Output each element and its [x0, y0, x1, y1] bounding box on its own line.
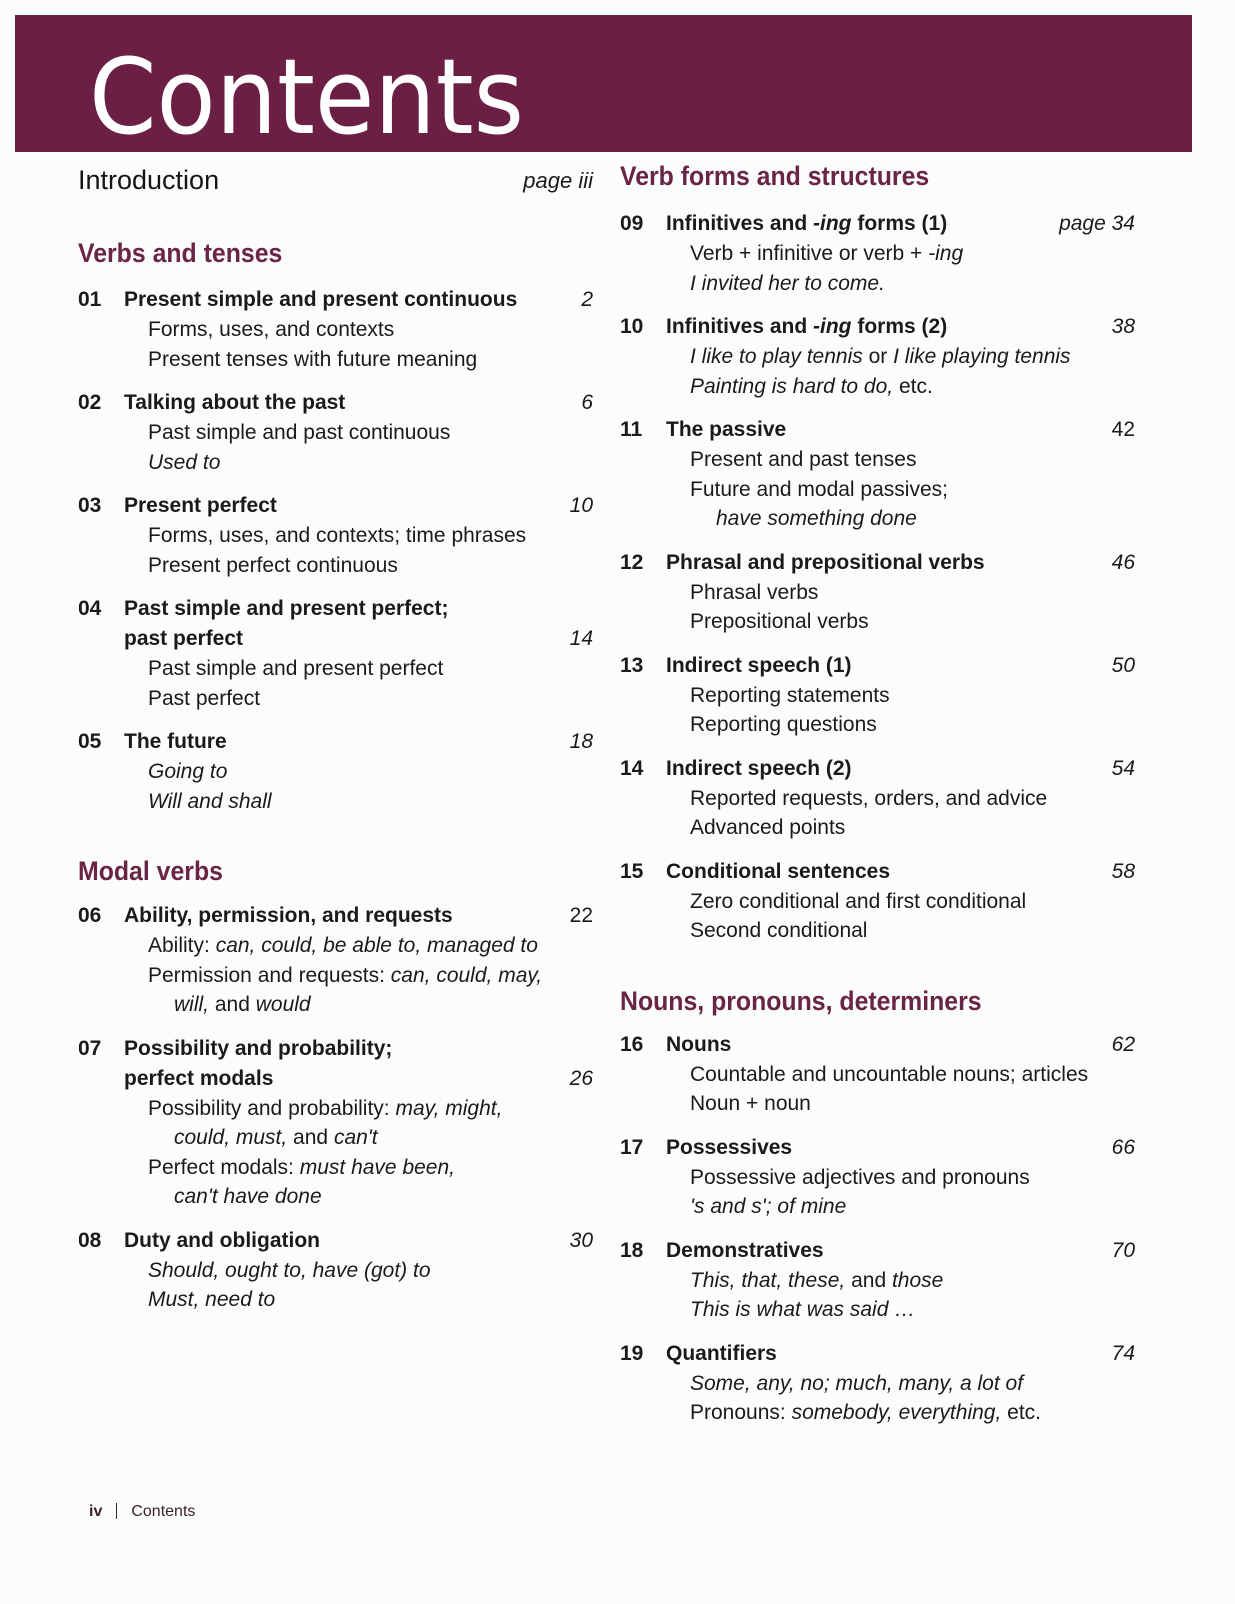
contents-banner: [15, 15, 1192, 158]
section-heading-verbs-and-tenses: Verbs and tenses: [78, 238, 283, 268]
subtopic-examples: will,: [174, 993, 209, 1016]
unit-number: 07: [78, 1036, 102, 1060]
toc-unit-08[interactable]: [78, 1226, 593, 1315]
unit-subtopic: [148, 1153, 593, 1183]
subtopic-connector: and: [209, 993, 256, 1016]
unit-title: The future: [124, 730, 227, 753]
unit-subtopic: Will and shall: [148, 789, 272, 813]
unit-number: 03: [78, 494, 102, 517]
section-heading-nouns-pronouns-determiners: Nouns, pronouns, determiners: [620, 985, 982, 1016]
subtopic-label: Possibility and probability:: [148, 1096, 396, 1120]
unit-subtopic: Should, ought to, have (got) to: [148, 1258, 431, 1282]
unit-title: Duty and obligation: [124, 1228, 320, 1252]
unit-page: 66: [1111, 1135, 1135, 1159]
unit-subtopic: Possessive adjectives and pronouns: [690, 1165, 1030, 1189]
unit-subtopic: [690, 1266, 1135, 1296]
unit-page: page 34: [1059, 212, 1135, 235]
unit-number: 05: [78, 730, 102, 753]
unit-title-line-2: perfect modals: [124, 1066, 274, 1090]
toc-unit-10[interactable]: [620, 312, 1135, 401]
unit-page: 58: [1111, 859, 1135, 883]
unit-subtopic: [690, 342, 1135, 372]
toc-unit-07[interactable]: [78, 1034, 593, 1212]
unit-subtopic: Past simple and present perfect: [148, 657, 444, 680]
unit-title: Indirect speech (1): [666, 653, 852, 677]
unit-subtopic: Some, any, no; much, many, a lot of: [690, 1371, 1024, 1395]
unit-subtopic: 's and s'; of mine: [690, 1195, 847, 1218]
unit-subtopic: Past perfect: [148, 686, 261, 710]
page-footer: [89, 1503, 195, 1521]
unit-title: Nouns: [666, 1032, 732, 1056]
unit-title-italic: -ing: [813, 212, 852, 235]
unit-subtopic: I invited her to come.: [690, 271, 885, 295]
unit-subtopic: Forms, uses, and contexts: [148, 318, 395, 341]
unit-number: 08: [78, 1228, 102, 1252]
unit-subtopic: Used to: [148, 450, 221, 474]
unit-subtopic: Reported requests, orders, and advice: [690, 786, 1048, 810]
toc-unit-05[interactable]: [78, 727, 593, 816]
toc-unit-14[interactable]: [620, 754, 1135, 843]
unit-subtopic: Advanced points: [690, 816, 846, 839]
unit-number: 18: [620, 1238, 644, 1262]
footer-page-number: iv: [89, 1503, 103, 1520]
unit-subtopic: Phrasal verbs: [690, 580, 819, 604]
unit-number: 12: [620, 550, 644, 574]
unit-page: 50: [1111, 653, 1135, 677]
subtopic-examples: -ing: [928, 242, 964, 265]
subtopic-examples: can, could, may,: [390, 963, 543, 987]
unit-number: 10: [620, 315, 644, 338]
toc-unit-12[interactable]: [620, 548, 1135, 637]
toc-unit-19[interactable]: [620, 1339, 1135, 1428]
subtopic-connector: and: [287, 1126, 334, 1149]
unit-subtopic: [148, 931, 593, 961]
subtopic-examples: Painting is hard to do,: [690, 374, 894, 398]
subtopic-examples: This, that, these,: [690, 1268, 846, 1292]
unit-number: 01: [78, 288, 102, 311]
unit-subtopic: Forms, uses, and contexts; time phrases: [148, 524, 527, 547]
toc-unit-04[interactable]: [78, 594, 593, 713]
unit-subtopic-continued: [174, 990, 593, 1020]
introduction-page: page iii: [523, 168, 593, 193]
unit-subtopic: [690, 239, 1135, 269]
subtopic-examples: would: [255, 993, 311, 1016]
unit-subtopic: [690, 1398, 1135, 1428]
unit-subtopic-continued: [174, 1123, 593, 1153]
unit-page: 70: [1111, 1238, 1135, 1262]
unit-number: 06: [78, 904, 102, 927]
unit-title-text: Infinitives and: [666, 315, 814, 338]
unit-title-text: Infinitives and: [666, 212, 814, 235]
toc-entry-introduction[interactable]: [78, 160, 593, 202]
unit-page: 38: [1111, 315, 1135, 338]
unit-title-line-2: past perfect: [124, 627, 244, 650]
toc-unit-18[interactable]: [620, 1236, 1135, 1325]
unit-subtopic: Present tenses with future meaning: [148, 347, 478, 371]
toc-unit-09[interactable]: [620, 209, 1135, 298]
unit-subtopic: Past simple and past continuous: [148, 421, 451, 444]
unit-subtopic: Reporting statements: [690, 683, 890, 707]
unit-title: Present perfect: [124, 494, 277, 517]
unit-page: 2: [581, 288, 593, 311]
subtopic-label: Verb + infinitive or verb +: [690, 242, 929, 265]
unit-title: Conditional sentences: [666, 859, 891, 883]
unit-page: 46: [1111, 550, 1135, 574]
subtopic-examples: must have been,: [299, 1155, 455, 1179]
toc-unit-01[interactable]: [78, 285, 593, 374]
unit-page: 18: [569, 730, 593, 753]
subtopic-suffix: etc.: [1001, 1401, 1041, 1424]
unit-subtopic-continued: can't have done: [174, 1185, 322, 1208]
unit-title: Quantifiers: [666, 1341, 777, 1365]
unit-page: 26: [569, 1066, 593, 1090]
footer-divider: [116, 1503, 117, 1519]
subtopic-examples: I like playing tennis: [893, 345, 1071, 368]
subtopic-examples: may, might,: [395, 1096, 503, 1120]
toc-unit-13[interactable]: [620, 651, 1135, 740]
unit-title: Indirect speech (2): [666, 756, 852, 780]
left-column: [78, 160, 593, 1315]
unit-title-italic: -ing: [813, 315, 852, 338]
toc-unit-15[interactable]: [620, 857, 1135, 946]
unit-title: Talking about the past: [124, 391, 346, 414]
unit-number: 14: [620, 756, 644, 780]
unit-subtopic: Second conditional: [690, 919, 868, 942]
unit-page: 42: [1111, 418, 1135, 441]
unit-page: 6: [581, 391, 593, 414]
unit-title: The passive: [666, 418, 787, 441]
unit-subtopic: Present and past tenses: [690, 448, 917, 471]
unit-page: 10: [569, 494, 593, 517]
unit-number: 09: [620, 212, 644, 235]
unit-title: Possessives: [666, 1135, 793, 1159]
unit-number: 15: [620, 859, 644, 883]
section-heading-modal-verbs: Modal verbs: [78, 856, 223, 886]
page-title: Contents: [89, 36, 525, 158]
subtopic-label: Permission and requests:: [148, 963, 391, 987]
unit-subtopic: [148, 1094, 593, 1124]
unit-number: 19: [620, 1341, 644, 1365]
toc-unit-17[interactable]: [620, 1133, 1135, 1222]
subtopic-examples: can't: [333, 1126, 378, 1149]
unit-number: 02: [78, 391, 102, 414]
unit-page: 22: [569, 904, 593, 927]
subtopic-examples: I like to play tennis: [690, 345, 863, 368]
subtopic-connector: and: [845, 1268, 892, 1292]
unit-subtopic: Noun + noun: [690, 1092, 811, 1115]
unit-subtopic: Present perfect continuous: [148, 553, 398, 577]
subtopic-suffix: etc.: [893, 374, 933, 398]
unit-title-text: forms (1): [851, 212, 948, 235]
unit-page: 62: [1111, 1032, 1135, 1056]
toc-unit-16[interactable]: [620, 1030, 1135, 1119]
unit-number: 11: [620, 418, 643, 441]
unit-subtopic: Future and modal passives;: [690, 477, 948, 501]
unit-subtopic: Zero conditional and first conditional: [690, 889, 1027, 913]
unit-page: 54: [1111, 756, 1135, 780]
unit-number: 16: [620, 1032, 644, 1056]
unit-title: Present simple and present continuous: [124, 288, 518, 311]
subtopic-label: Perfect modals:: [148, 1155, 300, 1179]
unit-title-text: forms (2): [851, 315, 948, 338]
toc-unit-06[interactable]: [78, 901, 593, 1020]
unit-subtopic: Prepositional verbs: [690, 610, 869, 633]
unit-subtopic-continued: have something done: [716, 507, 917, 530]
right-column: [620, 155, 1135, 1428]
unit-subtopic: This is what was said …: [690, 1298, 916, 1321]
unit-subtopic: Must, need to: [148, 1288, 276, 1311]
unit-page: 14: [569, 627, 593, 650]
subtopic-examples: could, must,: [174, 1126, 288, 1149]
introduction-label: Introduction: [78, 165, 220, 195]
unit-title: Demonstratives: [666, 1238, 824, 1262]
unit-page: 30: [569, 1228, 593, 1252]
unit-subtopic: Going to: [148, 760, 228, 783]
unit-title: Phrasal and prepositional verbs: [666, 550, 985, 574]
unit-title-line-1: Possibility and probability;: [124, 1036, 393, 1060]
unit-number: 13: [620, 653, 644, 677]
unit-subtopic: [690, 372, 1135, 402]
unit-subtopic: [148, 961, 593, 991]
toc-unit-11[interactable]: [620, 415, 1135, 534]
unit-title: [666, 312, 1135, 342]
unit-title-line-1: Past simple and present perfect;: [124, 597, 449, 620]
subtopic-examples: can, could, be able to, managed to: [215, 934, 538, 957]
toc-unit-02[interactable]: [78, 388, 593, 477]
unit-number: 17: [620, 1135, 644, 1159]
footer-section-label: Contents: [131, 1503, 196, 1520]
subtopic-examples: those: [891, 1268, 944, 1292]
subtopic-examples: somebody, everything,: [791, 1401, 1002, 1424]
subtopic-connector: or: [862, 345, 894, 368]
unit-title: Ability, permission, and requests: [124, 904, 453, 927]
unit-subtopic: Reporting questions: [690, 713, 877, 736]
subtopic-label: Ability:: [148, 934, 216, 957]
toc-unit-03[interactable]: [78, 491, 593, 580]
section-heading-verb-forms-and-structures: Verb forms and structures: [620, 161, 930, 191]
unit-subtopic: Countable and uncountable nouns; articles: [690, 1062, 1089, 1086]
unit-number: 04: [78, 597, 102, 620]
unit-page: 74: [1111, 1341, 1135, 1365]
subtopic-label: Pronouns:: [690, 1401, 792, 1424]
